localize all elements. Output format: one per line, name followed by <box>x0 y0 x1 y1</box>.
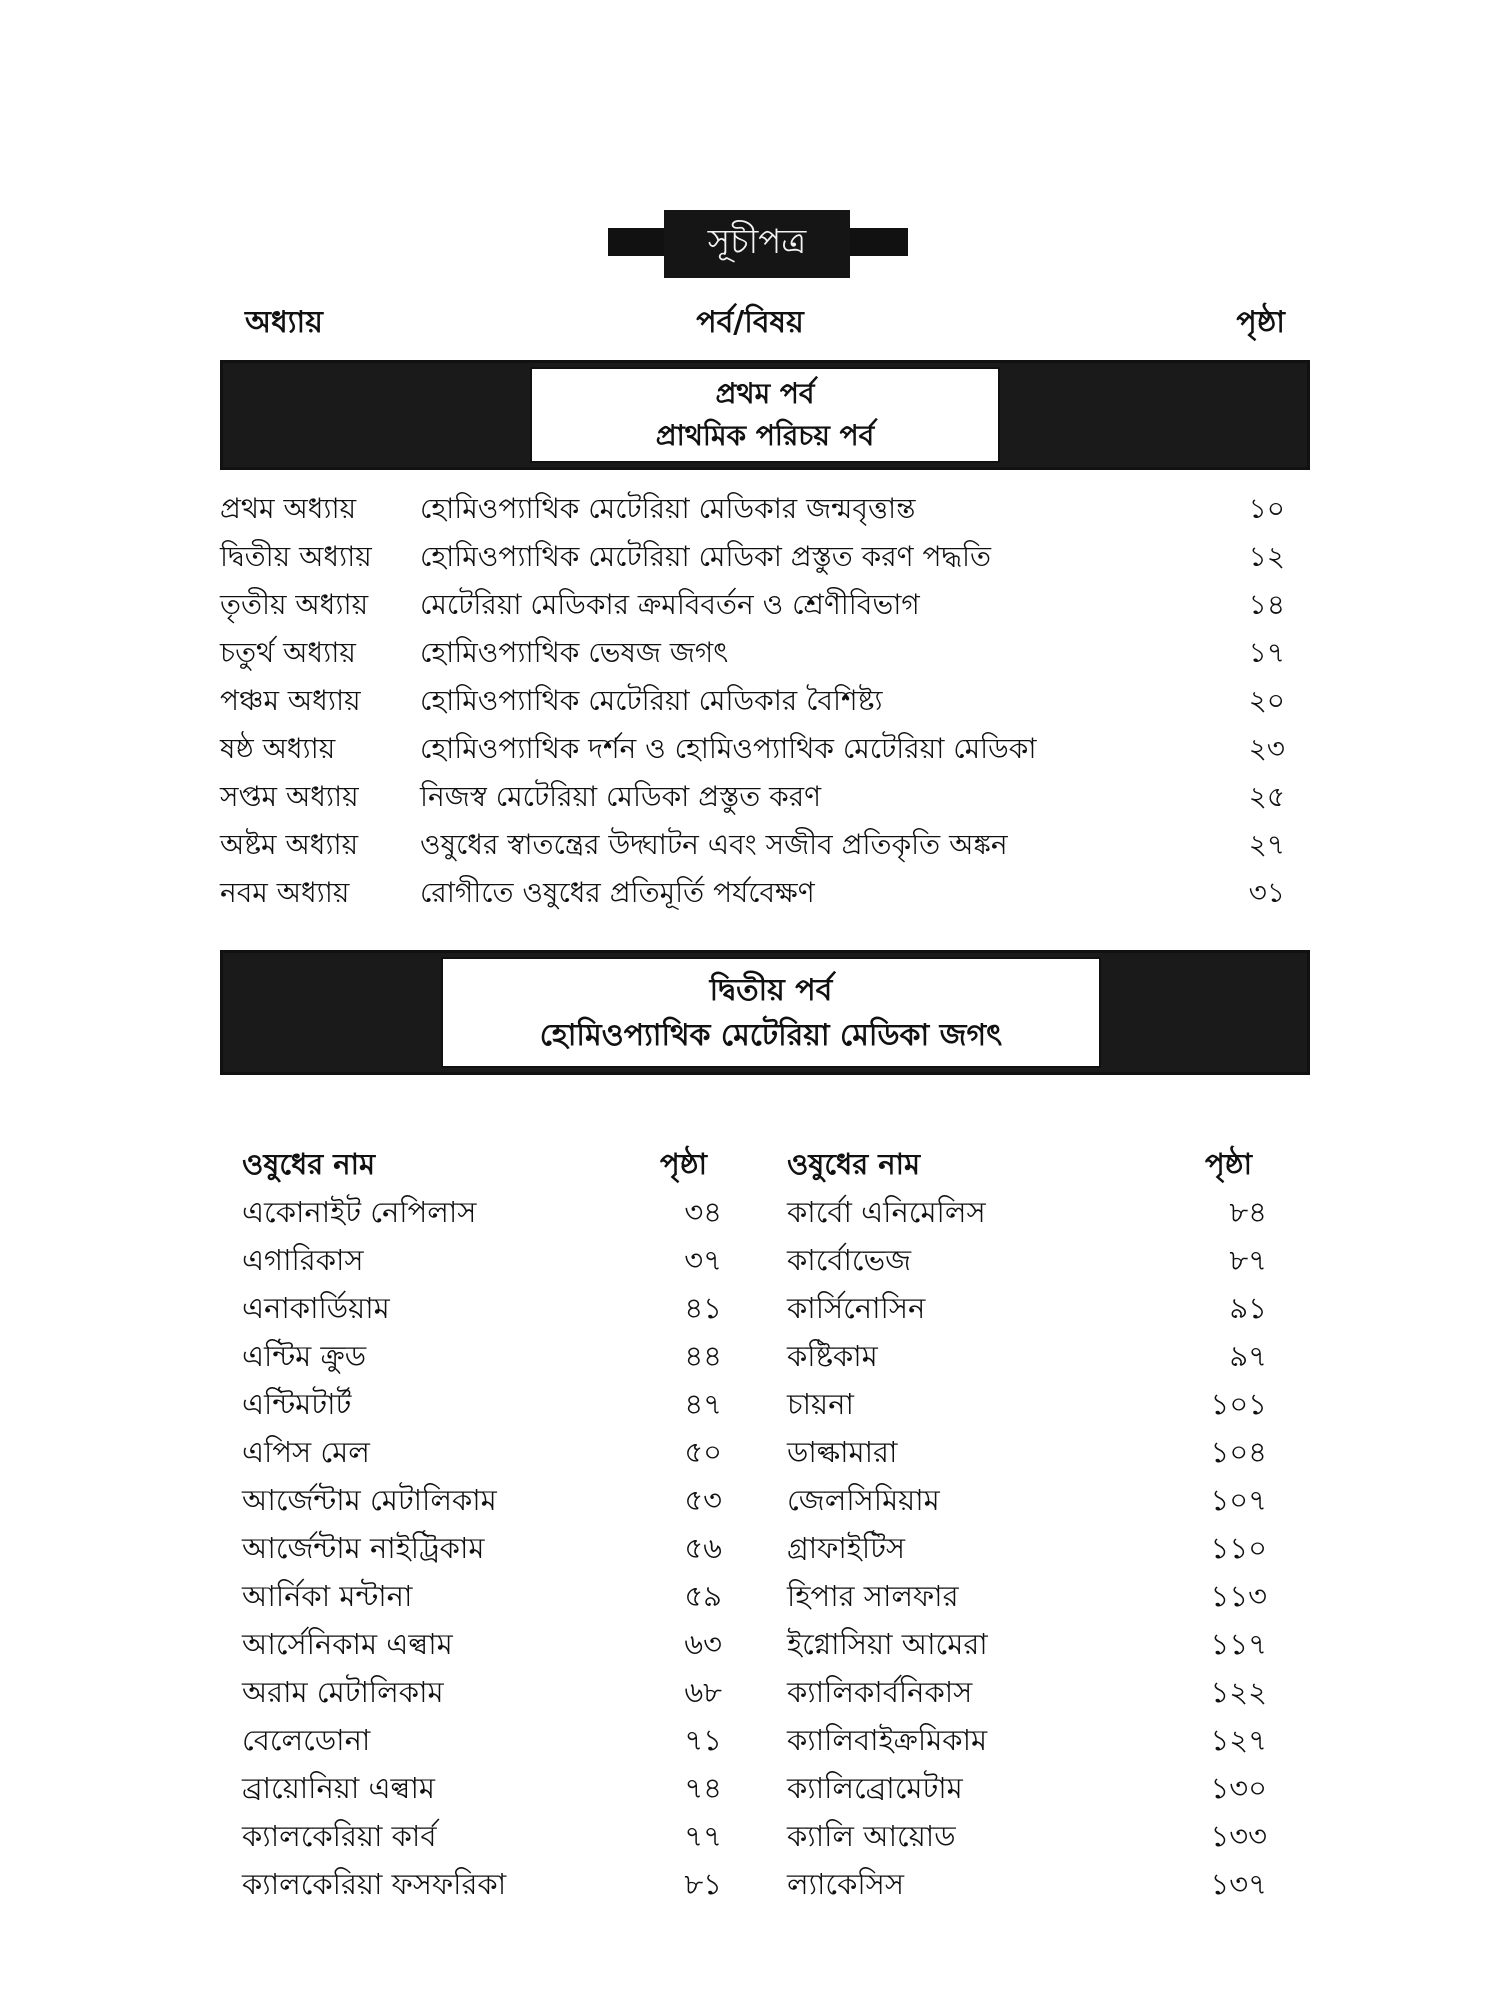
chapter-row <box>220 871 1285 919</box>
medicine-page: ৭৪ <box>684 1771 722 1805</box>
medicine-name: এন্টিম ক্রুড <box>242 1339 367 1373</box>
part1-label: প্রথম পর্ব <box>715 377 815 410</box>
chapter-page: ১৪ <box>1248 588 1285 621</box>
chapter-page: ২৩ <box>1248 732 1285 765</box>
medicine-page: ১০৭ <box>1210 1483 1267 1517</box>
medicine-row <box>242 1622 722 1670</box>
medicine-page: ১২২ <box>1210 1675 1267 1709</box>
part1-title: প্রাথমিক পরিচয় পর্ব <box>655 419 875 452</box>
chapter-row <box>220 679 1285 727</box>
medicine-name: কষ্টিকাম <box>787 1339 878 1373</box>
toc-title-tab <box>608 210 908 278</box>
medicine-page: ১২৭ <box>1210 1723 1267 1757</box>
medicine-name: বেলেডোনা <box>242 1723 371 1757</box>
medicine-row <box>787 1478 1267 1526</box>
medicine-name: এগারিকাস <box>242 1243 364 1277</box>
medicine-page: ৬৩ <box>684 1627 722 1661</box>
medicine-row <box>242 1670 722 1718</box>
chapter-number: সপ্তম অধ্যায় <box>220 780 359 813</box>
medicine-name: কার্বোভেজ <box>787 1243 912 1277</box>
medicine-row <box>242 1766 722 1814</box>
medicine-row <box>787 1430 1267 1478</box>
medicine-page: ৪৭ <box>684 1387 722 1421</box>
medicine-row <box>242 1430 722 1478</box>
medicine-row <box>242 1574 722 1622</box>
medicine-name-header-right: ওষুধের নাম <box>787 1147 921 1181</box>
chapter-page: ২৭ <box>1248 828 1285 861</box>
medicine-page: ৪১ <box>684 1291 722 1325</box>
medicine-page: ৮১ <box>684 1867 722 1901</box>
chapter-page: ১০ <box>1248 492 1285 525</box>
chapter-row <box>220 727 1285 775</box>
medicine-name: চায়না <box>787 1387 854 1421</box>
chapter-number: পঞ্চম অধ্যায় <box>220 684 361 717</box>
medicine-name: ইগ্নোসিয়া আমেরা <box>787 1627 988 1661</box>
medicine-page: ৪৪ <box>684 1339 722 1373</box>
part1-banner-box <box>530 367 1000 463</box>
medicine-page: ১৩৭ <box>1210 1867 1267 1901</box>
medicine-name: ল্যাকেসিস <box>787 1867 904 1901</box>
medicine-name-header-left: ওষুধের নাম <box>242 1147 376 1181</box>
medicine-row <box>242 1526 722 1574</box>
chapter-number: প্রথম অধ্যায় <box>220 492 357 525</box>
medicine-name: জেলসিমিয়াম <box>787 1483 940 1517</box>
medicine-name: ডাল্কামারা <box>787 1435 898 1469</box>
chapter-list <box>220 487 1285 919</box>
medicine-page: ৬৮ <box>684 1675 722 1709</box>
chapter-number: চতুর্থ অধ্যায় <box>220 636 356 669</box>
medicine-row <box>787 1862 1267 1910</box>
page-title: সূচীপত্র <box>664 210 850 278</box>
medicine-row <box>787 1574 1267 1622</box>
medicine-page-header-left: পৃষ্ঠা <box>660 1147 707 1181</box>
medicine-list-left <box>242 1190 722 1910</box>
medicine-page: ৭৭ <box>684 1819 722 1853</box>
medicine-name: কার্বো এনিমেলিস <box>787 1195 986 1229</box>
medicine-page: ১১৭ <box>1210 1627 1267 1661</box>
medicine-name: এপিস মেল <box>242 1435 370 1469</box>
chapter-row <box>220 631 1285 679</box>
medicine-name: আর্সেনিকাম এল্বাম <box>242 1627 453 1661</box>
part2-banner-box <box>441 957 1101 1068</box>
chapter-page: ২৫ <box>1248 780 1285 813</box>
chapter-title: হোমিওপ্যাথিক মেটেরিয়া মেডিকা প্রস্তুত করণ পদ্ধতি <box>420 540 992 573</box>
chapter-row <box>220 775 1285 823</box>
medicine-name: আর্জেন্টাম মেটালিকাম <box>242 1483 497 1517</box>
chapter-row <box>220 823 1285 871</box>
medicine-name: ক্যালকেরিয়া ফসফরিকা <box>242 1867 507 1901</box>
medicine-name: এনাকার্ডিয়াম <box>242 1291 390 1325</box>
medicine-name: ক্যালি আয়োড <box>787 1819 956 1853</box>
medicine-row <box>787 1670 1267 1718</box>
chapter-row <box>220 487 1285 535</box>
chapter-title: হোমিওপ্যাথিক মেটেরিয়া মেডিকার জন্মবৃত্তান্ত <box>420 492 916 525</box>
medicine-row <box>787 1526 1267 1574</box>
medicine-name: ক্যালিব্রোমেটাম <box>787 1771 963 1805</box>
chapter-number: ষষ্ঠ অধ্যায় <box>220 732 336 765</box>
medicine-row <box>787 1190 1267 1238</box>
medicine-page: ৩৭ <box>684 1243 722 1277</box>
medicine-row <box>242 1718 722 1766</box>
medicine-row <box>242 1190 722 1238</box>
header-chapter: অধ্যায় <box>245 305 323 340</box>
medicine-page: ১১০ <box>1210 1531 1267 1565</box>
chapter-title: রোগীতে ওষুধের প্রতিমূর্তি পর্যবেক্ষণ <box>420 876 815 909</box>
chapter-number: অষ্টম অধ্যায় <box>220 828 359 861</box>
chapter-page: ২০ <box>1248 684 1285 717</box>
medicine-name: ব্রায়োনিয়া এল্বাম <box>242 1771 435 1805</box>
medicine-page: ১৩৩ <box>1210 1819 1267 1853</box>
chapter-title: হোমিওপ্যাথিক মেটেরিয়া মেডিকার বৈশিষ্ট্য <box>420 684 883 717</box>
medicine-page: ১১৩ <box>1210 1579 1267 1613</box>
header-section-topic: পর্ব/বিষয় <box>696 305 804 340</box>
medicine-row <box>787 1238 1267 1286</box>
medicine-name: ক্যালকেরিয়া কার্ব <box>242 1819 437 1853</box>
medicine-page-header-right: পৃষ্ঠা <box>1205 1147 1252 1181</box>
header-page: পৃষ্ঠা <box>1236 305 1285 340</box>
part2-banner <box>220 950 1310 1075</box>
medicine-row <box>242 1382 722 1430</box>
chapter-title: হোমিওপ্যাথিক ভেষজ জগৎ <box>420 636 729 669</box>
medicine-name: হিপার সালফার <box>787 1579 959 1613</box>
part1-banner <box>220 360 1310 470</box>
medicine-name: আর্জেন্টাম নাইট্রিকাম <box>242 1531 485 1565</box>
medicine-page: ৯১ <box>1229 1291 1267 1325</box>
medicine-page: ৩৪ <box>684 1195 722 1229</box>
chapter-number: দ্বিতীয় অধ্যায় <box>220 540 372 573</box>
medicine-list-right <box>787 1190 1267 1910</box>
medicine-page: ৫৬ <box>684 1531 722 1565</box>
chapter-row <box>220 583 1285 631</box>
medicine-row <box>242 1334 722 1382</box>
medicine-name: কার্সিনোসিন <box>787 1291 926 1325</box>
chapter-page: ৩১ <box>1248 876 1285 909</box>
medicine-name: গ্রাফাইটিস <box>787 1531 906 1565</box>
medicine-page: ৮৪ <box>1229 1195 1267 1229</box>
chapter-title: ওষুধের স্বাতন্ত্রের উদ্ঘাটন এবং সজীব প্রতিকৃতি অঙ্কন <box>420 828 1008 861</box>
chapter-number: নবম অধ্যায় <box>220 876 350 909</box>
medicine-page: ৯৭ <box>1229 1339 1267 1373</box>
chapter-page: ১৭ <box>1248 636 1285 669</box>
medicine-row <box>787 1286 1267 1334</box>
part2-label: দ্বিতীয় পর্ব <box>709 972 833 1008</box>
medicine-row <box>242 1286 722 1334</box>
part2-title: হোমিওপ্যাথিক মেটেরিয়া মেডিকা জগৎ <box>539 1017 1003 1053</box>
medicine-page: ৮৭ <box>1229 1243 1267 1277</box>
medicine-row <box>242 1814 722 1862</box>
medicine-name: আর্নিকা মন্টানা <box>242 1579 413 1613</box>
chapter-number: তৃতীয় অধ্যায় <box>220 588 369 621</box>
chapter-title: নিজস্ব মেটেরিয়া মেডিকা প্রস্তুত করণ <box>420 780 822 813</box>
medicine-name: এন্টিমটার্ট <box>242 1387 352 1421</box>
medicine-row <box>787 1622 1267 1670</box>
chapter-title: মেটেরিয়া মেডিকার ক্রমবিবর্তন ও শ্রেণীবিভাগ <box>420 588 920 621</box>
medicine-name: অরাম মেটালিকাম <box>242 1675 444 1709</box>
medicine-page: ৫৯ <box>684 1579 722 1613</box>
medicine-row <box>787 1766 1267 1814</box>
medicine-row <box>242 1238 722 1286</box>
medicine-name: ক্যালিকার্বনিকাস <box>787 1675 973 1709</box>
medicine-row <box>242 1862 722 1910</box>
medicine-page: ৫৩ <box>684 1483 722 1517</box>
medicine-page: ১০৪ <box>1210 1435 1267 1469</box>
medicine-row <box>242 1478 722 1526</box>
chapter-page: ১২ <box>1248 540 1285 573</box>
medicine-page: ১০১ <box>1210 1387 1267 1421</box>
medicine-name: ক্যালিবাইক্রমিকাম <box>787 1723 988 1757</box>
medicine-row <box>787 1334 1267 1382</box>
medicine-row <box>787 1718 1267 1766</box>
medicine-row <box>787 1382 1267 1430</box>
medicine-name: একোনাইট নেপিলাস <box>242 1195 477 1229</box>
medicine-page: ৭১ <box>684 1723 722 1757</box>
medicine-page: ৫০ <box>684 1435 722 1469</box>
medicine-row <box>787 1814 1267 1862</box>
chapter-row <box>220 535 1285 583</box>
chapter-title: হোমিওপ্যাথিক দর্শন ও হোমিওপ্যাথিক মেটেরিয়া মেডিকা <box>420 732 1037 765</box>
medicine-page: ১৩০ <box>1210 1771 1267 1805</box>
